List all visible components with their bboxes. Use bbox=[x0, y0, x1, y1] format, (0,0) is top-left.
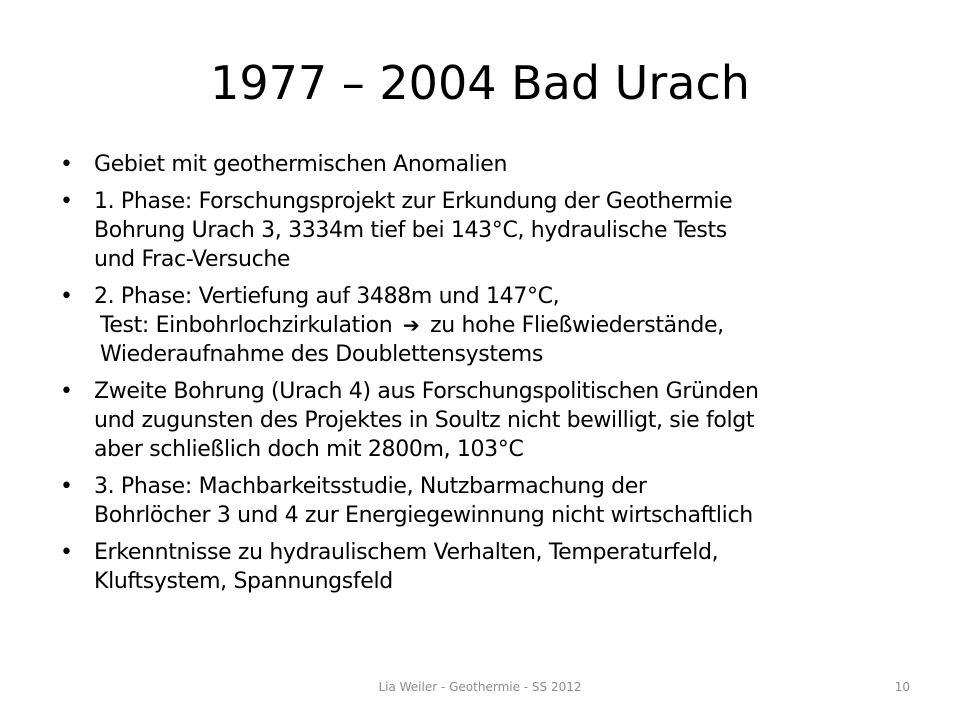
bullet-dot: • bbox=[60, 474, 73, 499]
bullet-line: und Frac-Versuche bbox=[94, 247, 291, 272]
bullet-dot: • bbox=[60, 540, 73, 565]
bullet-line: Zweite Bohrung (Urach 4) aus Forschungspolitischen Gründen bbox=[94, 379, 759, 404]
bullet-dot: • bbox=[60, 379, 73, 404]
bullet-line: 2. Phase: Vertiefung auf 3488m und 147°C, bbox=[94, 284, 560, 309]
bullet-line: 3. Phase: Machbarkeitsstudie, Nutzbarmachung der bbox=[94, 474, 647, 499]
bullet-item bbox=[60, 472, 900, 530]
bullet-line: und zugunsten des Projektes in Soultz nicht bewilligt, sie folgt bbox=[94, 408, 755, 433]
bullet-item bbox=[60, 282, 900, 311]
bullet-item bbox=[60, 150, 900, 179]
bullet-dot: • bbox=[60, 284, 73, 309]
page-number: 10 bbox=[894, 680, 910, 694]
arrow-right-icon: ➔ bbox=[403, 313, 420, 337]
bullet-dot: • bbox=[60, 152, 73, 177]
footer-text: Lia Weiler - Geothermie - SS 2012 bbox=[378, 680, 582, 694]
bullet-list bbox=[60, 150, 900, 604]
bullet-line: Bohrlöcher 3 und 4 zur Energiegewinnung nicht wirtschaftlich bbox=[94, 503, 753, 528]
continuation-text-before: Test: Einbohrlochzirkulation bbox=[100, 313, 393, 338]
bullet-line: Erkenntnisse zu hydraulischem Verhalten, Temperaturfeld, bbox=[94, 540, 719, 565]
bullet-dot: • bbox=[60, 189, 73, 214]
continuation-line: Wiederaufnahme des Doublettensystems bbox=[100, 342, 543, 367]
bullet-line: 1. Phase: Forschungsprojekt zur Erkundung der Geothermie bbox=[94, 189, 733, 214]
bullet-continuation bbox=[60, 311, 900, 369]
bullet-line: aber schließlich doch mit 2800m, 103°C bbox=[94, 437, 524, 462]
bullet-item bbox=[60, 377, 900, 464]
slide-title: 1977 – 2004 Bad Urach bbox=[210, 56, 750, 110]
bullet-line: Gebiet mit geothermischen Anomalien bbox=[94, 152, 508, 177]
bullet-item bbox=[60, 187, 900, 274]
continuation-text-after: zu hohe Fließwiederstände, bbox=[430, 313, 724, 338]
bullet-line: Bohrung Urach 3, 3334m tief bei 143°C, hydraulische Tests bbox=[94, 218, 727, 243]
continuation-line bbox=[100, 311, 900, 340]
bullet-item bbox=[60, 538, 900, 596]
bullet-line: Kluftsystem, Spannungsfeld bbox=[94, 569, 393, 594]
